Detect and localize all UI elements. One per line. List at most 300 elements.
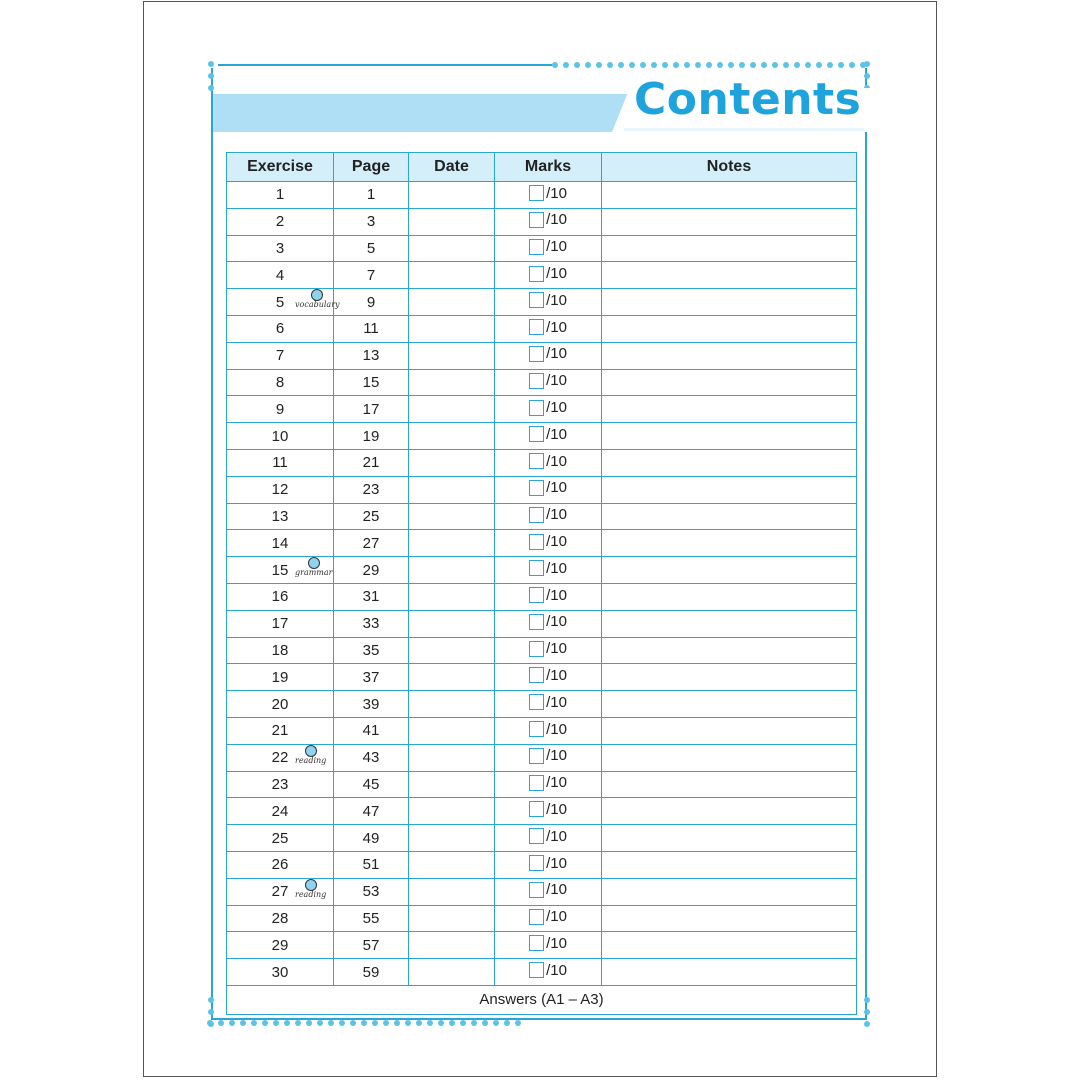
exercise-number: 7	[275, 347, 285, 365]
border-dot	[208, 73, 214, 79]
marks-cell	[495, 771, 602, 798]
marks-entry	[529, 292, 567, 309]
border-dot	[607, 62, 613, 68]
border-dot	[552, 62, 558, 68]
page-cell: 3	[334, 208, 409, 235]
exercise-cell	[227, 342, 334, 369]
date-cell[interactable]	[409, 208, 495, 235]
notes-cell[interactable]	[602, 369, 857, 396]
date-cell[interactable]	[409, 369, 495, 396]
marks-entry	[529, 560, 567, 577]
notes-cell[interactable]	[602, 476, 857, 503]
border-dot	[240, 1020, 246, 1026]
border-dot	[574, 62, 580, 68]
exercise-cell	[227, 315, 334, 342]
marks-cell	[495, 717, 602, 744]
page-cell: 33	[334, 610, 409, 637]
marks-box[interactable]	[529, 694, 544, 710]
border-dot	[405, 1020, 411, 1026]
marks-box[interactable]	[529, 453, 544, 469]
marks-entry	[529, 319, 567, 336]
date-cell[interactable]	[409, 396, 495, 423]
page-cell: 1	[334, 182, 409, 209]
border-dot	[372, 1020, 378, 1026]
border-dot	[229, 1020, 235, 1026]
exercise-cell	[227, 959, 334, 986]
border-dot	[596, 62, 602, 68]
date-cell[interactable]	[409, 851, 495, 878]
page-cell: 19	[334, 423, 409, 450]
table-row	[227, 905, 857, 932]
date-cell[interactable]	[409, 342, 495, 369]
marks-box[interactable]	[529, 373, 544, 389]
table-row	[227, 825, 857, 852]
page-cell: 57	[334, 932, 409, 959]
table-row	[227, 289, 857, 316]
border-dot	[695, 62, 701, 68]
notes-cell[interactable]	[602, 315, 857, 342]
exercise-cell	[227, 771, 334, 798]
marks-total: /10	[546, 586, 567, 604]
border-dot	[816, 62, 822, 68]
marks-box[interactable]	[529, 614, 544, 630]
marks-entry	[529, 935, 567, 952]
border-dot	[208, 997, 214, 1003]
marks-box[interactable]	[529, 560, 544, 576]
exercise-cell	[227, 932, 334, 959]
exercise-number: 20	[271, 695, 289, 713]
exercise-number: 27	[271, 883, 289, 901]
date-cell[interactable]	[409, 530, 495, 557]
exercise-cell	[227, 182, 334, 209]
border-dot	[317, 1020, 323, 1026]
marks-cell	[495, 315, 602, 342]
border-dot	[640, 62, 646, 68]
exercise-number: 12	[271, 481, 289, 499]
marks-cell	[495, 262, 602, 289]
exercise-cell	[227, 289, 340, 316]
exercise-cell	[227, 530, 334, 557]
marks-box[interactable]	[529, 587, 544, 603]
exercise-cell	[227, 503, 334, 530]
date-cell[interactable]	[409, 717, 495, 744]
marks-cell	[495, 369, 602, 396]
date-cell[interactable]	[409, 503, 495, 530]
marks-entry	[529, 613, 567, 630]
date-cell[interactable]	[409, 583, 495, 610]
notes-cell[interactable]	[602, 396, 857, 423]
marks-entry	[529, 506, 567, 523]
exercise-cell	[227, 208, 334, 235]
border-dot	[504, 1020, 510, 1026]
notes-cell[interactable]	[602, 798, 857, 825]
date-cell[interactable]	[409, 744, 495, 771]
marks-cell	[495, 182, 602, 209]
marks-total: /10	[546, 184, 567, 202]
border-dot	[361, 1020, 367, 1026]
marks-box[interactable]	[529, 641, 544, 657]
notes-cell[interactable]	[602, 744, 857, 771]
exercise-number: 1	[275, 186, 285, 204]
marks-total: /10	[546, 854, 567, 872]
marks-box[interactable]	[529, 909, 544, 925]
table-row	[227, 503, 857, 530]
marks-total: /10	[546, 693, 567, 711]
date-cell[interactable]	[409, 315, 495, 342]
date-cell[interactable]	[409, 182, 495, 209]
marks-entry	[529, 801, 567, 818]
marks-box[interactable]	[529, 855, 544, 871]
skill-tag-label: grammar	[295, 568, 333, 578]
left-bottom-dots	[208, 997, 214, 1027]
exercise-number: 5	[275, 293, 285, 311]
exercise-number: 26	[271, 856, 289, 874]
marks-box[interactable]	[529, 534, 544, 550]
border-dot	[394, 1020, 400, 1026]
marks-cell	[495, 235, 602, 262]
border-dot	[618, 62, 624, 68]
border-dot	[515, 1020, 521, 1026]
notes-cell[interactable]	[602, 932, 857, 959]
skill-tag-label: reading	[295, 889, 327, 899]
border-dot	[208, 1021, 214, 1027]
marks-total: /10	[546, 211, 567, 229]
date-cell[interactable]	[409, 771, 495, 798]
border-dot	[794, 62, 800, 68]
exercise-number: 9	[275, 400, 285, 418]
table-row	[227, 423, 857, 450]
notes-cell[interactable]	[602, 423, 857, 450]
page-cell: 17	[334, 396, 409, 423]
marks-entry	[529, 453, 567, 470]
table-row	[227, 583, 857, 610]
exercise-cell	[227, 557, 334, 584]
marks-box[interactable]	[529, 266, 544, 282]
marks-cell	[495, 878, 602, 905]
date-cell[interactable]	[409, 476, 495, 503]
notes-cell[interactable]	[602, 905, 857, 932]
page-cell: 35	[334, 637, 409, 664]
marks-cell	[495, 959, 602, 986]
notes-cell[interactable]	[602, 771, 857, 798]
marks-entry	[529, 640, 567, 657]
exercise-number: 30	[271, 963, 289, 981]
border-dot	[208, 1009, 214, 1015]
notes-cell[interactable]	[602, 235, 857, 262]
marks-total: /10	[546, 747, 567, 765]
notes-cell[interactable]	[602, 262, 857, 289]
notes-cell[interactable]	[602, 664, 857, 691]
notes-cell[interactable]	[602, 637, 857, 664]
exercise-cell	[227, 235, 334, 262]
exercise-cell	[227, 717, 334, 744]
marks-box[interactable]	[529, 185, 544, 201]
border-dot	[350, 1020, 356, 1026]
date-cell[interactable]	[409, 798, 495, 825]
border-dot	[208, 61, 214, 67]
notes-cell[interactable]	[602, 289, 857, 316]
marks-cell	[495, 342, 602, 369]
exercise-number: 28	[271, 909, 289, 927]
page-cell: 15	[334, 369, 409, 396]
marks-total: /10	[546, 238, 567, 256]
border-dot	[460, 1020, 466, 1026]
page-cell: 53	[334, 878, 409, 905]
marks-cell	[495, 530, 602, 557]
exercise-number: 19	[271, 668, 289, 686]
marks-total: /10	[546, 559, 567, 577]
exercise-number: 18	[271, 641, 289, 659]
page-cell: 51	[334, 851, 409, 878]
col-page-header: Page	[334, 153, 409, 182]
border-dot	[251, 1020, 257, 1026]
exercise-cell	[227, 905, 334, 932]
marks-entry	[529, 721, 567, 738]
marks-total: /10	[546, 666, 567, 684]
exercise-cell	[227, 449, 334, 476]
date-cell[interactable]	[409, 691, 495, 718]
marks-entry	[529, 774, 567, 791]
border-dot	[750, 62, 756, 68]
marks-cell	[495, 932, 602, 959]
border-dot	[427, 1020, 433, 1026]
marks-total: /10	[546, 640, 567, 658]
border-dot	[827, 62, 833, 68]
table-row	[227, 771, 857, 798]
exercise-cell	[227, 423, 334, 450]
exercise-cell	[227, 798, 334, 825]
marks-box[interactable]	[529, 775, 544, 791]
marks-cell	[495, 610, 602, 637]
marks-total: /10	[546, 479, 567, 497]
border-dot	[262, 1020, 268, 1026]
date-cell[interactable]	[409, 932, 495, 959]
marks-entry	[529, 667, 567, 684]
border-dot	[805, 62, 811, 68]
date-cell[interactable]	[409, 825, 495, 852]
date-cell[interactable]	[409, 664, 495, 691]
notes-cell[interactable]	[602, 610, 857, 637]
exercise-number: 15	[271, 561, 289, 579]
page-cell: 43	[334, 744, 409, 771]
notes-cell[interactable]	[602, 959, 857, 986]
answers-row	[227, 985, 857, 1014]
marks-box[interactable]	[529, 748, 544, 764]
page-cell: 49	[334, 825, 409, 852]
notes-cell[interactable]	[602, 530, 857, 557]
date-cell[interactable]	[409, 235, 495, 262]
border-dot	[563, 62, 569, 68]
border-dot	[864, 73, 870, 79]
border-dot	[864, 1021, 870, 1027]
notes-cell[interactable]	[602, 717, 857, 744]
exercise-number: 11	[272, 454, 288, 472]
page-cell: 39	[334, 691, 409, 718]
notes-cell[interactable]	[602, 342, 857, 369]
exercise-cell	[227, 262, 334, 289]
exercise-cell	[227, 851, 334, 878]
marks-entry	[529, 962, 567, 979]
marks-box[interactable]	[529, 212, 544, 228]
marks-box[interactable]	[529, 882, 544, 898]
exercise-number: 2	[275, 213, 285, 231]
marks-total: /10	[546, 399, 567, 417]
date-cell[interactable]	[409, 637, 495, 664]
marks-cell	[495, 423, 602, 450]
notes-cell[interactable]	[602, 851, 857, 878]
page-cell: 9	[334, 289, 409, 316]
col-marks-header: Marks	[495, 153, 602, 182]
border-dot	[864, 1009, 870, 1015]
marks-box[interactable]	[529, 801, 544, 817]
exercise-cell	[227, 825, 334, 852]
border-dot	[218, 1020, 224, 1026]
title-underline	[624, 128, 865, 131]
marks-box[interactable]	[529, 667, 544, 683]
marks-entry	[529, 426, 567, 443]
marks-cell	[495, 905, 602, 932]
table-row	[227, 691, 857, 718]
exercise-number: 3	[275, 239, 285, 257]
page-title: Contents	[634, 74, 862, 125]
border-dot	[273, 1020, 279, 1026]
marks-box[interactable]	[529, 480, 544, 496]
marks-total: /10	[546, 345, 567, 363]
table-row	[227, 315, 857, 342]
notes-cell[interactable]	[602, 208, 857, 235]
notes-cell[interactable]	[602, 449, 857, 476]
table-row	[227, 369, 857, 396]
date-cell[interactable]	[409, 905, 495, 932]
border-dot	[295, 1020, 301, 1026]
page-cell: 31	[334, 583, 409, 610]
border-dot	[728, 62, 734, 68]
marks-total: /10	[546, 533, 567, 550]
exercise-cell	[227, 583, 334, 610]
exercise-number: 22	[271, 749, 289, 767]
contents-table	[226, 152, 857, 1015]
border-dot	[449, 1020, 455, 1026]
skill-tag	[295, 745, 326, 765]
marks-total: /10	[546, 908, 567, 926]
exercise-number: 24	[271, 802, 289, 820]
date-cell[interactable]	[409, 449, 495, 476]
marks-box[interactable]	[529, 426, 544, 442]
border-dot	[849, 62, 855, 68]
bottom-dotted-border	[207, 1018, 521, 1028]
top-dotted-border	[552, 60, 866, 70]
top-border-line	[218, 64, 552, 66]
marks-cell	[495, 825, 602, 852]
table-row	[227, 851, 857, 878]
marks-entry	[529, 211, 567, 228]
table-row	[227, 717, 857, 744]
page-cell: 41	[334, 717, 409, 744]
border-dot	[783, 62, 789, 68]
marks-box[interactable]	[529, 346, 544, 362]
border-dot	[838, 62, 844, 68]
border-dot	[471, 1020, 477, 1026]
marks-cell	[495, 798, 602, 825]
exercise-number: 13	[271, 507, 289, 525]
date-cell[interactable]	[409, 423, 495, 450]
skill-tag	[295, 879, 326, 899]
page-cell: 59	[334, 959, 409, 986]
date-cell[interactable]	[409, 610, 495, 637]
exercise-number: 23	[271, 775, 289, 793]
notes-cell[interactable]	[602, 557, 857, 584]
exercise-number: 8	[275, 373, 285, 391]
border-dot	[864, 61, 870, 67]
marks-box[interactable]	[529, 721, 544, 737]
border-dot	[416, 1020, 422, 1026]
table-row	[227, 664, 857, 691]
date-cell[interactable]	[409, 557, 495, 584]
border-dot	[482, 1020, 488, 1026]
page-cell: 29	[334, 557, 409, 584]
table-row	[227, 342, 857, 369]
page-cell: 21	[334, 449, 409, 476]
table-row	[227, 932, 857, 959]
exercise-number: 10	[271, 427, 289, 445]
notes-cell[interactable]	[602, 182, 857, 209]
marks-cell	[495, 396, 602, 423]
marks-total: /10	[546, 452, 567, 470]
table-row	[227, 235, 857, 262]
border-dot	[208, 85, 214, 91]
table-row	[227, 744, 857, 771]
table-row	[227, 610, 857, 637]
notes-cell[interactable]	[602, 691, 857, 718]
skill-tag-label: reading	[295, 755, 327, 765]
marks-box[interactable]	[529, 239, 544, 255]
marks-entry	[529, 238, 567, 255]
marks-box[interactable]	[529, 400, 544, 416]
marks-box[interactable]	[529, 935, 544, 951]
border-dot	[717, 62, 723, 68]
notes-cell[interactable]	[602, 878, 857, 905]
date-cell[interactable]	[409, 262, 495, 289]
exercise-number: 14	[271, 534, 289, 552]
exercise-cell	[227, 664, 334, 691]
marks-box[interactable]	[529, 962, 544, 978]
date-cell[interactable]	[409, 959, 495, 986]
marks-cell	[495, 476, 602, 503]
marks-entry	[529, 479, 567, 496]
marks-entry	[529, 372, 567, 389]
page-cell: 13	[334, 342, 409, 369]
exercise-number: 25	[271, 829, 289, 847]
notes-cell[interactable]	[602, 825, 857, 852]
marks-box[interactable]	[529, 319, 544, 335]
marks-cell	[495, 449, 602, 476]
marks-entry	[529, 587, 567, 604]
marks-box[interactable]	[529, 507, 544, 523]
marks-entry	[529, 747, 567, 764]
marks-total: /10	[546, 425, 567, 443]
date-cell[interactable]	[409, 878, 495, 905]
notes-cell[interactable]	[602, 503, 857, 530]
notes-cell[interactable]	[602, 583, 857, 610]
table-row	[227, 530, 857, 557]
marks-entry	[529, 881, 567, 898]
date-cell[interactable]	[409, 289, 495, 316]
marks-total: /10	[546, 506, 567, 524]
page-cell: 27	[334, 530, 409, 557]
border-dot	[438, 1020, 444, 1026]
marks-box[interactable]	[529, 828, 544, 844]
marks-box[interactable]	[529, 292, 544, 308]
